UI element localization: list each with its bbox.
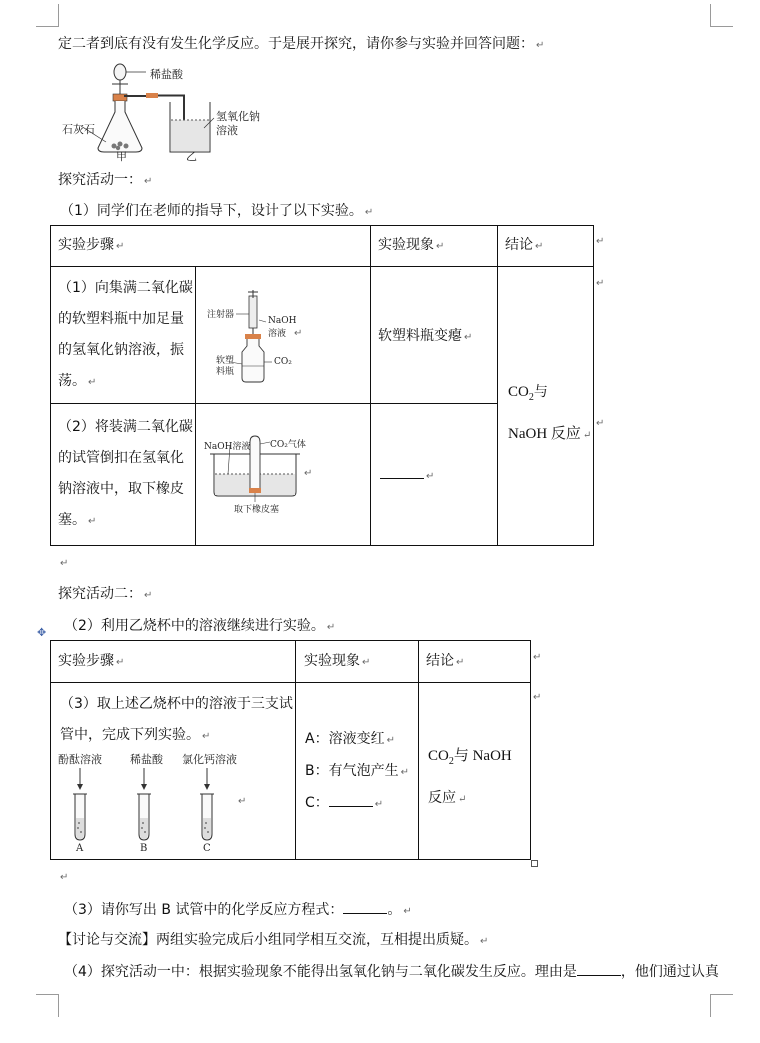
- bottle-stopper: [245, 334, 261, 339]
- paragraph-mark: ↵: [116, 241, 125, 252]
- paragraph-mark: ↵: [403, 906, 412, 917]
- paragraph-mark: ↵: [436, 241, 445, 252]
- paragraph-mark: ↵: [386, 735, 395, 746]
- paragraph-mark: ↵: [144, 590, 153, 601]
- test-tubes-figure: [60, 766, 230, 846]
- answer-blank[interactable]: [380, 464, 424, 479]
- question-4: （4）探究活动一中：根据实验现象不能得出氢氧化钠与二氧化碳发生反应。理由是 ，他们通过认真: [64, 961, 719, 982]
- plastic-bottle: [242, 339, 264, 382]
- answer-blank[interactable]: [577, 961, 621, 976]
- table-move-handle-icon[interactable]: ✥: [37, 626, 47, 639]
- paragraph-mark: ↵: [364, 207, 374, 218]
- paragraph-mark: ↵: [144, 176, 153, 187]
- paragraph-mark: ↵: [116, 657, 125, 668]
- label-dilute-hcl: 稀盐酸: [150, 68, 183, 81]
- paragraph-mark: ↵: [238, 796, 247, 807]
- corner-mark-top-right: [710, 4, 733, 27]
- row-end-mark: ↵: [596, 236, 605, 247]
- paragraph-mark: ↵: [88, 377, 97, 388]
- empty-paragraph: [58, 552, 68, 574]
- tube-a-reagent: 酚酞溶液: [58, 753, 102, 766]
- empty-paragraph: [58, 866, 68, 888]
- tube-a-label: A: [76, 843, 84, 854]
- paragraph-mark: ↵: [458, 794, 467, 805]
- row-end-mark: ↵: [596, 278, 605, 289]
- answer-blank[interactable]: [329, 792, 373, 807]
- paragraph-mark: ↵: [480, 936, 489, 947]
- label-solution: 溶液: [216, 124, 238, 137]
- corner-mark-bottom-left: [36, 994, 59, 1017]
- question-3: （3）请你写出 B 试管中的化学反应方程式： 。 ↵: [64, 899, 412, 922]
- label-limestone: 石灰石: [62, 123, 95, 136]
- tube-c-label: C: [203, 843, 211, 854]
- label-naoh: NaOH: [268, 316, 297, 326]
- activity2-title: 探究活动二： ↵: [58, 586, 153, 602]
- table1-conclusion: $CO_2$与 NaOH 反应 ↵: [508, 384, 592, 442]
- corner-mark-bottom-right: [710, 994, 733, 1017]
- test-tube: [250, 436, 260, 490]
- tube-b-reagent: 稀盐酸: [130, 753, 163, 766]
- paragraph-mark: ↵: [202, 731, 211, 742]
- label-soft-bottle-2: 料瓶: [216, 367, 235, 377]
- table-resize-handle[interactable]: [531, 860, 538, 867]
- answer-blank[interactable]: [343, 899, 387, 914]
- activity2-question: （2）利用乙烧杯中的溶液继续进行实验。 ↵: [64, 618, 336, 634]
- paragraph-mark: ↵: [426, 471, 435, 482]
- tube-c-reagent: 氯化钙溶液: [182, 753, 237, 766]
- paragraph-mark: ↵: [326, 622, 336, 633]
- table1-header-conclusion: 结论 ↵: [505, 237, 544, 253]
- table2-phenomenon: A：溶液变红 ↵ B：有气泡产生 ↵ C： ↵: [305, 731, 409, 811]
- label-co2-gas: CO₂气体: [270, 440, 306, 450]
- activity1-question: （1）同学们在老师的指导下，设计了以下实验。 ↵: [60, 203, 374, 219]
- paragraph-mark: ↵: [60, 558, 69, 569]
- paragraph-mark: ↵: [294, 328, 303, 339]
- paragraph-mark: ↵: [362, 657, 371, 668]
- table2-header-phenomenon: 实验现象 ↵: [304, 653, 371, 669]
- label-syringe: 注射器: [207, 310, 235, 320]
- label-yi: 乙: [186, 150, 197, 163]
- row-end-mark: ↵: [533, 692, 542, 703]
- label-soft-bottle: 软塑: [216, 356, 235, 366]
- paragraph-mark: ↵: [88, 516, 97, 527]
- label-co2: CO₂: [274, 357, 292, 367]
- paragraph-mark: ↵: [535, 241, 544, 252]
- paragraph-mark: ↵: [374, 799, 384, 810]
- table2-header-conclusion: 结论 ↵: [426, 653, 465, 669]
- table2-conclusion: $CO_2$与 NaOH 反应 ↵: [428, 748, 512, 806]
- label-jia: 甲: [116, 150, 127, 163]
- paragraph-mark: ↵: [582, 430, 592, 441]
- syringe-barrel: [249, 296, 257, 328]
- row-end-mark: ↵: [596, 418, 605, 429]
- row-end-mark: ↵: [533, 652, 542, 663]
- tube-b-label: B: [140, 843, 148, 854]
- tube-c: [200, 768, 214, 840]
- activity1-title: 探究活动一： ↵: [58, 172, 153, 188]
- table1-row2-step: （2）将装满二氧化碳 的试管倒扣在氢氧化 钠溶液中，取下橡皮 塞。 ↵: [58, 419, 193, 528]
- label-naoh-solution: NaOH溶液: [204, 442, 251, 452]
- paragraph-mark: ↵: [400, 767, 409, 778]
- table2-header-step: 实验步骤 ↵: [58, 653, 125, 669]
- paragraph-mark: ↵: [304, 468, 313, 479]
- table2-step: （3）取上述乙烧杯中的溶液于三支试 管中，完成下列实验。 ↵: [60, 696, 293, 743]
- paragraph-mark: ↵: [464, 332, 473, 343]
- paragraph-mark: ↵: [456, 657, 465, 668]
- paragraph-mark: ↵: [536, 40, 545, 51]
- table1-header-phenomenon: 实验现象 ↵: [378, 237, 445, 253]
- table1-row1-step: （1）向集满二氧化碳 的软塑料瓶中加足量 的氢氧化钠溶液，振 荡。 ↵: [58, 280, 193, 389]
- label-solution: 溶液: [268, 329, 287, 339]
- intro-paragraph: 定二者到底有没有发生化学反应。于是展开探究，请你参与实验并回答问题： ↵: [58, 36, 545, 52]
- tube-b: [137, 768, 151, 840]
- label-naoh: 氢氧化钠: [216, 110, 260, 123]
- funnel-bulb: [114, 64, 126, 80]
- paragraph-mark: ↵: [60, 872, 69, 883]
- table1-header-step: 实验步骤 ↵: [58, 237, 125, 253]
- tube-a: [73, 768, 87, 840]
- discussion-paragraph: 【讨论与交流】两组实验完成后小组同学相互交流，互相提出质疑。 ↵: [58, 932, 489, 948]
- corner-mark-top-left: [36, 4, 59, 27]
- label-remove-stopper: 取下橡皮塞: [234, 505, 280, 515]
- table1-row1-phenomenon: 软塑料瓶变瘪 ↵: [378, 328, 473, 344]
- table1-row2-phenomenon: [380, 460, 434, 492]
